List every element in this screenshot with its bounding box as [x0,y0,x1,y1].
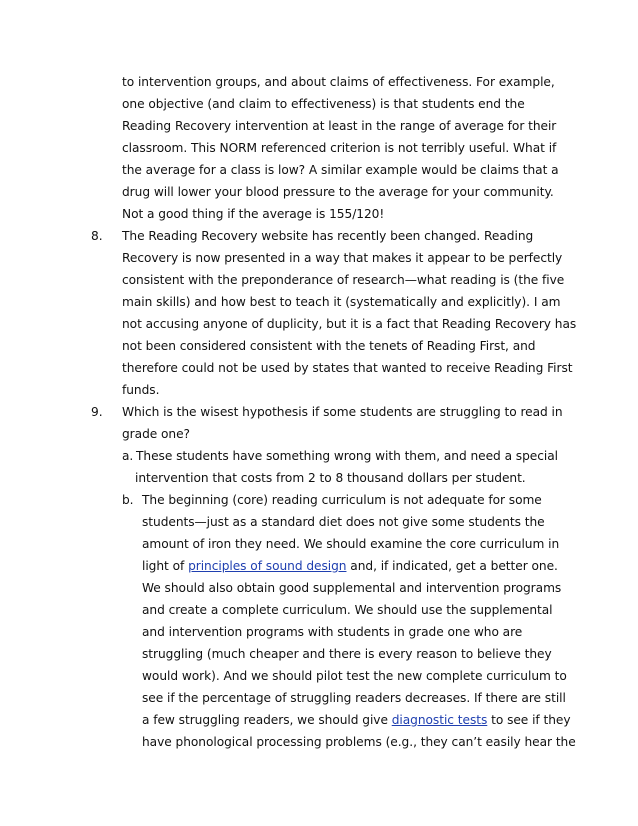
text-line: Recovery is now presented in a way that makes it appear to be perfectly [122,251,563,265]
text-segment: light of [142,559,189,573]
text-line: We should also obtain good supplemental and intervention programs [142,581,562,595]
text-line: These students have something wrong with them, and need a special [136,449,558,463]
text-segment: and, if indicated, get a better one. [346,559,558,573]
text-line: not accusing anyone of duplicity, but it is a fact that Reading Recovery has [122,317,577,331]
text-line: Not a good thing if the average is 155/120! [122,207,385,221]
text-line [142,559,558,573]
text-segment: a few struggling readers, we should give [142,713,392,727]
text-line: drug will lower your blood pressure to the average for your community. [122,185,554,199]
text-line: therefore could not be used by states that wanted to receive Reading First [122,361,573,375]
text-line: students—just as a standard diet does not give some students the [142,515,545,529]
text-line: Reading Recovery intervention at least in the range of average for their [122,119,557,133]
text-line: one objective (and claim to effectiveness) is that students end the [122,97,525,111]
text-line: consistent with the preponderance of research—what reading is (the five [122,273,565,287]
text-segment: to see if they [487,713,571,727]
text-line: the average for a class is low? A similar example would be claims that a [122,163,559,177]
diagnostic-tests-link[interactable]: diagnostic tests [391,713,488,727]
text-line: classroom. This NORM referenced criterion is not terribly useful. What if [122,141,557,155]
text-line: funds. [122,383,160,397]
text-line: and create a complete curriculum. We should use the supplemental [142,603,553,617]
option-b-label: b. [122,493,134,507]
list-item-number: 8. [91,229,103,243]
text-line: amount of iron they need. We should examine the core curriculum in [142,537,560,551]
text-line [142,713,571,727]
text-line: intervention that costs from 2 to 8 thousand dollars per student. [135,471,526,485]
list-item-number: 9. [91,405,103,419]
text-line: The beginning (core) reading curriculum is not adequate for some [142,493,542,507]
text-line: see if the percentage of struggling readers decreases. If there are still [142,691,566,705]
principles-link[interactable]: principles of sound design [188,559,347,573]
text-line: have phonological processing problems (e.g., they can’t easily hear the [142,735,576,749]
text-line: not been considered consistent with the tenets of Reading First, and [122,339,536,353]
option-a-label: a. [122,449,134,463]
text-line: main skills) and how best to teach it (systematically and explicitly). I am [122,295,561,309]
text-line: The Reading Recovery website has recently been changed. Reading [122,229,534,243]
text-line: grade one? [122,427,190,441]
text-line: and intervention programs with students in grade one who are [142,625,523,639]
text-line: struggling (much cheaper and there is every reason to believe they [142,647,552,661]
text-line: to intervention groups, and about claims of effectiveness. For example, [122,75,555,89]
text-line: Which is the wisest hypothesis if some students are struggling to read in [122,405,563,419]
text-line: would work). And we should pilot test the new complete curriculum to [142,669,567,683]
